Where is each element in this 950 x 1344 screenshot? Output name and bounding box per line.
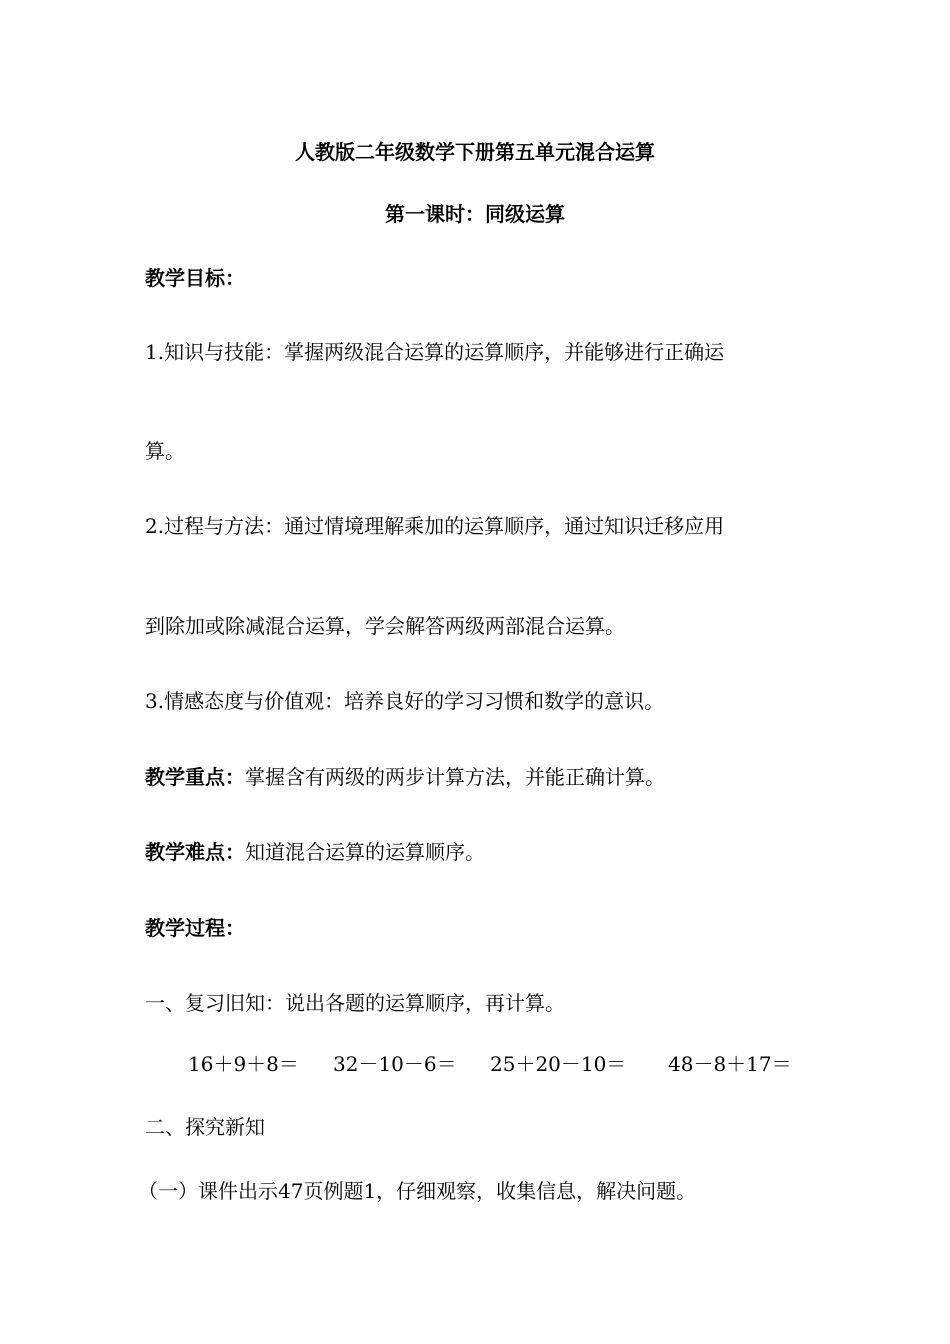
expression-4: 48－8＋17＝ <box>668 1052 792 1076</box>
expression-3: 25＋20－10＝ <box>490 1052 627 1076</box>
key-point-label: 教学重点： <box>145 765 245 789</box>
difficulty-label: 教学难点： <box>145 840 245 864</box>
document-title: 人教版二年级数学下册第五单元混合运算 <box>295 140 655 164</box>
section-explore-part-1: （一）课件出示47页例题1，仔细观察，收集信息，解决问题。 <box>138 1179 697 1203</box>
objective-2-line-1: 2.过程与方法：通过情境理解乘加的运算顺序，通过知识迁移应用 <box>145 514 725 538</box>
difficulty <box>145 838 485 866</box>
objective-3: 3.情感态度与价值观：培养良好的学习习惯和数学的意识。 <box>145 689 665 713</box>
objectives-heading: 教学目标： <box>145 266 245 290</box>
lesson-subtitle: 第一课时：同级运算 <box>385 202 565 226</box>
section-explore: 二、探究新知 <box>145 1115 265 1139</box>
difficulty-text: 知道混合运算的运算顺序。 <box>245 840 485 864</box>
expression-1: 16＋9＋8＝ <box>188 1052 299 1076</box>
objective-2-line-2: 到除加或除减混合运算，学会解答两级两部混合运算。 <box>145 614 625 638</box>
key-point-text: 掌握含有两级的两步计算方法，并能正确计算。 <box>245 765 665 789</box>
objective-1-line-2: 算。 <box>145 439 185 463</box>
objective-1-line-1: 1.知识与技能：掌握两级混合运算的运算顺序，并能够进行正确运 <box>145 340 725 364</box>
expression-2: 32－10－6＝ <box>333 1052 457 1076</box>
section-review: 一、复习旧知：说出各题的运算顺序，再计算。 <box>145 991 565 1015</box>
process-heading: 教学过程： <box>145 916 245 940</box>
key-point <box>145 763 665 791</box>
